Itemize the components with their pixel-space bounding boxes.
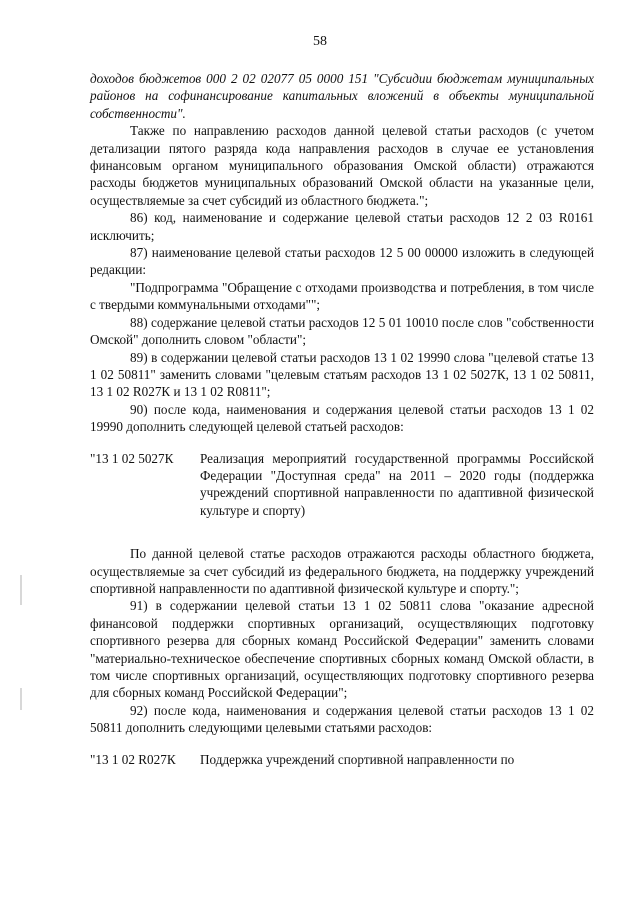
paragraphs-top <box>90 70 594 436</box>
budget-entry <box>90 751 594 768</box>
document-body <box>90 70 594 768</box>
paragraph: 90) после кода, наименования и содержания целевой статьи расходов 13 1 02 19990 дополнить следующей целевой статьей расходов: <box>90 401 594 435</box>
paragraph: 89) в содержании целевой статьи расходов 13 1 02 19990 слова "целевой статье 13 1 02 50811" заменить словами "целевым статьям расходов 13 1 02 5027К, 13 1 02 50811, 13 1 02 R027К и 13 1 02 R0811"; <box>90 349 594 400</box>
entry-code: "13 1 02 5027К <box>90 450 174 466</box>
scan-margin-mark <box>20 688 22 710</box>
paragraph: 86) код, наименование и содержание целевой статьи расходов 12 2 03 R0161 исключить; <box>90 210 594 243</box>
paragraph: Также по направлению расходов данной целевой статьи расходов (с учетом детализации пятого разряда кода направления расходов в случае ее установления финансовым органом муниципального образования Омской области) отражаются расходы бюджетов муниципальных образований Омской области на указанные цели, осуществляемые за счет субсидий из областного бюджета."; <box>90 123 594 208</box>
entry-description: Поддержка учреждений спортивной направленности по <box>200 751 515 767</box>
paragraphs-bottom <box>90 545 594 736</box>
entry-description: Реализация мероприятий государственной программы Российской Федерации "Доступная среда" на 2011 – 2020 годы (поддержка учреждений спортивной направленности по адаптивной физической культуре и спорту) <box>200 450 594 518</box>
paragraph: "Подпрограмма "Обращение с отходами производства и потребления, в том числе с твердыми коммунальными отходами""; <box>90 279 594 313</box>
budget-entry <box>90 450 594 520</box>
paragraph: 91) в содержании целевой статьи 13 1 02 50811 слова "оказание адресной финансовой поддержки спортивных организаций, осуществляющих подготовку спортивного резерва для сборных команд Российской Федерации" заменить словами "материально-техническое обеспечение спортивных сборных команд Омской области, в том числе спортивных организаций, осуществляющих подготовку спортивного резерва для сборных команд Российской Федерации"; <box>90 598 594 701</box>
paragraph: 92) после кода, наименования и содержания целевой статьи расходов 13 1 02 50811 дополнить следующими целевыми статьями расходов: <box>90 702 594 736</box>
paragraph: 87) наименование целевой статьи расходов 12 5 00 00000 изложить в следующей редакции: <box>90 245 594 278</box>
page-number: 58 <box>313 34 327 49</box>
scan-margin-mark <box>20 575 22 605</box>
entry-code: "13 1 02 R027К <box>90 751 176 767</box>
paragraph: По данной целевой статье расходов отражаются расходы областного бюджета, осуществляемые за счет субсидий из федерального бюджета, на поддержку учреждений спортивной направленности по адаптивной физической культуре и спорту."; <box>90 546 594 596</box>
paragraph: 88) содержание целевой статьи расходов 12 5 01 10010 после слов "собственности Омской" дополнить словом "области"; <box>90 314 594 348</box>
paragraph: доходов бюджетов 000 2 02 02077 05 0000 151 "Субсидии бюджетам муниципальных районов на софинансирование капитальных вложений в объекты муниципальной собственности". <box>90 71 594 121</box>
